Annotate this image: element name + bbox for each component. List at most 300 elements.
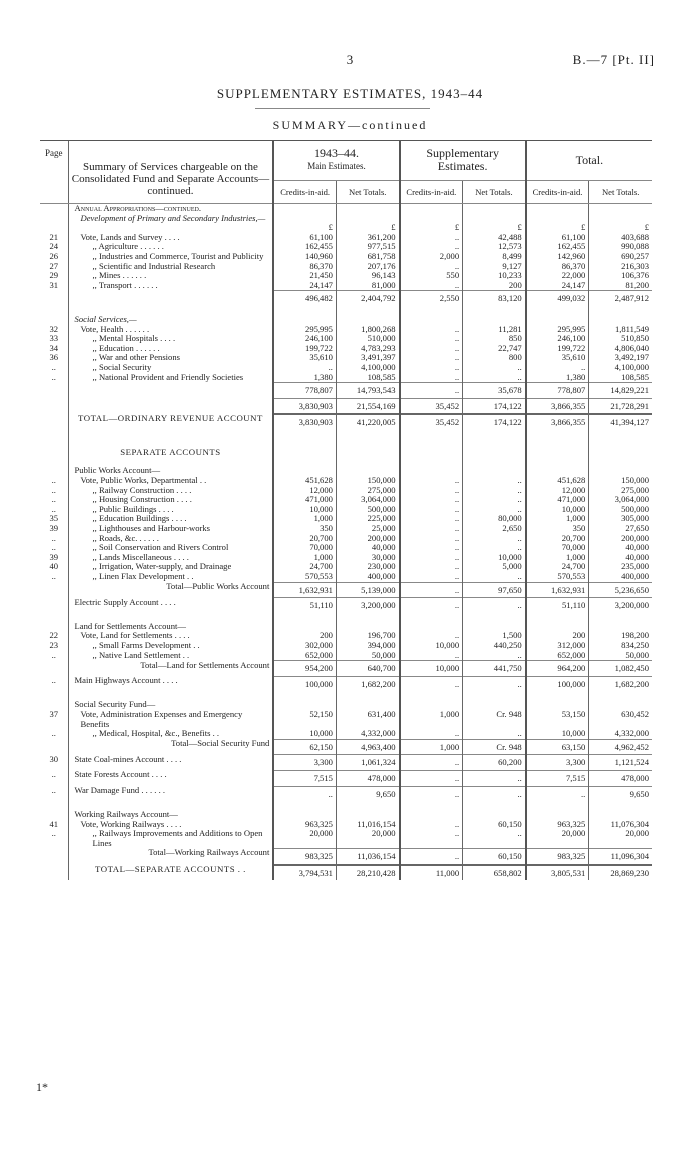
- col-main-net: Net Totals.: [336, 180, 399, 203]
- cell-main-net: 394,000: [336, 641, 399, 651]
- cell-main-net: 11,016,154: [336, 820, 399, 830]
- cell-main-net: 207,176: [336, 262, 399, 272]
- section-heading: Development of Primary and Secondary Industries,—: [68, 214, 273, 224]
- cell-main-credits: 652,000: [273, 651, 336, 661]
- cell-total-credits: 778,807: [526, 383, 589, 399]
- cell-total-net: 403,688: [589, 233, 652, 243]
- section-heading: SEPARATE ACCOUNTS: [68, 448, 273, 458]
- main-estimates-year: 1943–44.: [313, 146, 359, 161]
- section-heading-row: [40, 214, 652, 224]
- total-row: [40, 739, 652, 755]
- service-description: ,, Linen Flax Development . .: [68, 572, 273, 582]
- cell-main-credits: 1,000: [273, 514, 336, 524]
- cell-supp-credits: ..: [400, 353, 463, 363]
- cell-main-credits: 246,100: [273, 334, 336, 344]
- cell-main-credits: 570,553: [273, 572, 336, 582]
- total-row: [40, 661, 652, 677]
- service-description: Total—Public Works Account: [68, 582, 273, 598]
- table-body: [40, 204, 652, 881]
- empty-cell: [463, 204, 526, 214]
- page-ref: [40, 582, 68, 598]
- page-ref: 40: [49, 561, 59, 572]
- cell-total-credits: 61,100: [526, 233, 589, 243]
- cell-total-credits: 24,700: [526, 562, 589, 572]
- cell-total-credits: 142,960: [526, 252, 589, 262]
- cell-supp-net: 80,000: [463, 514, 526, 524]
- cell-total-net: 28,869,230: [589, 865, 652, 881]
- cell-main-net: 25,000: [336, 524, 399, 534]
- cell-main-net: 196,700: [336, 631, 399, 641]
- cell-main-net: 4,332,000: [336, 729, 399, 739]
- page-ref: ..: [51, 542, 56, 553]
- cell-main-net: 150,000: [336, 476, 399, 486]
- cell-total-credits: 86,370: [526, 262, 589, 272]
- cell-main-credits: ..: [273, 786, 336, 801]
- cell-supp-credits: ..: [400, 524, 463, 534]
- cell-main-net: 1,061,324: [336, 755, 399, 771]
- cell-main-net: 200,000: [336, 534, 399, 544]
- section-heading: Public Works Account—: [68, 466, 273, 476]
- total-row: [40, 291, 652, 306]
- cell-total-net: 108,585: [589, 373, 652, 383]
- cell-supp-net: 800: [463, 353, 526, 363]
- cell-main-net: 225,000: [336, 514, 399, 524]
- cell-total-credits: 10,000: [526, 729, 589, 739]
- empty-cell: [400, 466, 463, 476]
- service-description: ,, Agriculture . . . . . .: [68, 242, 273, 252]
- cell-main-credits: 10,000: [273, 505, 336, 515]
- cell-main-credits: 778,807: [273, 383, 336, 399]
- service-description: ,, Transport . . . . . .: [68, 281, 273, 291]
- cell-main-net: 2,404,792: [336, 291, 399, 306]
- cell-main-net: 275,000: [336, 486, 399, 496]
- cell-total-credits: 3,805,531: [526, 865, 589, 881]
- cell-supp-credits: ..: [400, 242, 463, 252]
- empty-cell: [589, 214, 652, 224]
- cell-main-credits: 1,000: [273, 553, 336, 563]
- cell-total-net: 11,096,304: [589, 848, 652, 864]
- service-description: ,, Medical, Hospital, &c., Benefits . .: [68, 729, 273, 739]
- cell-supp-credits: ..: [400, 325, 463, 335]
- col-main-credits: Credits-in-aid.: [273, 180, 336, 203]
- service-description: ,, Lands Miscellaneous . . . .: [68, 553, 273, 563]
- cell-total-net: 2,487,912: [589, 291, 652, 306]
- cell-supp-net: 658,802: [463, 865, 526, 881]
- total-row: [40, 582, 652, 598]
- cell-main-net: 500,000: [336, 505, 399, 515]
- service-description: ,, Mines . . . . . .: [68, 271, 273, 281]
- cell-total-net: 3,492,197: [589, 353, 652, 363]
- page-ref: 39: [49, 551, 59, 562]
- section-heading: Working Railways Account—: [68, 810, 273, 820]
- section-heading: Social Security Fund—: [68, 700, 273, 710]
- cell-total-credits: 1,000: [526, 553, 589, 563]
- page-ref: ..: [51, 769, 56, 780]
- cell-total-credits: 1,632,931: [526, 582, 589, 598]
- page-ref: [40, 598, 68, 613]
- main-estimates-sub: Main Estimates.: [307, 161, 366, 172]
- cell-total-credits: 200: [526, 631, 589, 641]
- total-row: [40, 755, 652, 771]
- cell-supp-net: 10,000: [463, 553, 526, 563]
- cell-main-credits: 86,370: [273, 262, 336, 272]
- service-description: Total—Land for Settlements Account: [68, 661, 273, 677]
- service-description: Vote, Land for Settlements . . . .: [68, 631, 273, 641]
- cell-main-credits: 61,100: [273, 233, 336, 243]
- cell-main-credits: 70,000: [273, 543, 336, 553]
- empty-cell: [463, 448, 526, 458]
- cell-supp-credits: ..: [400, 334, 463, 344]
- cell-main-net: 9,650: [336, 786, 399, 801]
- cell-total-credits: 20,000: [526, 829, 589, 848]
- cell-main-net: 1,800,268: [336, 325, 399, 335]
- page-column-header: Page: [40, 141, 68, 204]
- cell-supp-net: 174,122: [463, 398, 526, 414]
- cell-main-credits: 20,700: [273, 534, 336, 544]
- page-ref: ..: [51, 475, 56, 486]
- cell-total-net: 50,000: [589, 651, 652, 661]
- cell-main-credits: 62,150: [273, 739, 336, 755]
- table-row: [40, 729, 652, 739]
- service-description: Vote, Health . . . . . .: [68, 325, 273, 335]
- cell-supp-net: ..: [463, 651, 526, 661]
- cell-main-net: 30,000: [336, 553, 399, 563]
- cell-supp-credits: 11,000: [400, 865, 463, 881]
- service-description: Main Highways Account . . . .: [68, 676, 273, 691]
- page-ref: ..: [51, 494, 56, 505]
- cell-main-credits: 451,628: [273, 476, 336, 486]
- total-row: [40, 598, 652, 613]
- empty-cell: [336, 204, 399, 214]
- page-number: 3: [346, 52, 354, 67]
- col-supp-net: Net Totals.: [463, 180, 526, 203]
- cell-main-net: 4,783,293: [336, 344, 399, 354]
- cell-total-net: 40,000: [589, 553, 652, 563]
- page-ref: [40, 848, 68, 864]
- cell-supp-credits: 550: [400, 271, 463, 281]
- page-ref: 31: [49, 279, 59, 290]
- cell-main-net: 361,200: [336, 233, 399, 243]
- cell-main-credits: 963,325: [273, 820, 336, 830]
- cell-total-credits: 199,722: [526, 344, 589, 354]
- total-row: [40, 383, 652, 399]
- cell-total-net: 41,394,127: [589, 414, 652, 430]
- total-header: Total.: [526, 141, 652, 181]
- empty-cell: [526, 448, 589, 458]
- service-description: ,, Lighthouses and Harbour-works: [68, 524, 273, 534]
- cell-main-net: 21,554,169: [336, 398, 399, 414]
- cell-main-credits: 954,200: [273, 661, 336, 677]
- cell-supp-net: 9,127: [463, 262, 526, 272]
- service-description: ,, Small Farms Development . .: [68, 641, 273, 651]
- cell-total-net: 4,100,000: [589, 363, 652, 373]
- service-description: Vote, Administration Expenses and Emergency Benefits: [68, 710, 273, 729]
- service-description: ,, National Provident and Friendly Societies: [68, 373, 273, 383]
- service-description: Total—Social Security Fund: [68, 739, 273, 755]
- cell-total-net: 500,000: [589, 505, 652, 515]
- empty-cell: [400, 204, 463, 214]
- service-description: Vote, Working Railways . . . .: [68, 820, 273, 830]
- cell-supp-credits: ..: [400, 262, 463, 272]
- cell-supp-credits: ..: [400, 786, 463, 801]
- cell-total-credits: 295,995: [526, 325, 589, 335]
- service-description: ,, Scientific and Industrial Research: [68, 262, 273, 272]
- cell-supp-net: £: [463, 223, 526, 233]
- page-ref: ..: [51, 828, 56, 839]
- cell-total-net: 690,257: [589, 252, 652, 262]
- cell-supp-net: Cr. 948: [463, 710, 526, 729]
- cell-total-credits: 499,032: [526, 291, 589, 306]
- cell-supp-net: 97,650: [463, 582, 526, 598]
- cell-supp-credits: ..: [400, 651, 463, 661]
- cell-main-net: 681,758: [336, 252, 399, 262]
- empty-cell: [273, 448, 336, 458]
- service-description: [68, 398, 273, 414]
- service-description: ,, Roads, &c. . . . . .: [68, 534, 273, 544]
- cell-main-net: 1,682,200: [336, 676, 399, 691]
- cell-main-net: 977,515: [336, 242, 399, 252]
- cell-supp-credits: ..: [400, 476, 463, 486]
- total-row: [40, 848, 652, 864]
- cell-supp-net: 174,122: [463, 414, 526, 430]
- page-ref: 30: [49, 753, 59, 764]
- cell-total-net: 478,000: [589, 770, 652, 786]
- page-ref: ..: [51, 484, 56, 495]
- cell-supp-credits: ..: [400, 729, 463, 739]
- page-ref: ..: [51, 649, 56, 660]
- cell-main-credits: 35,610: [273, 353, 336, 363]
- cell-total-net: 4,962,452: [589, 739, 652, 755]
- cell-supp-credits: 1,000: [400, 710, 463, 729]
- service-description: ,, Education Buildings . . . .: [68, 514, 273, 524]
- page-ref: [40, 414, 68, 430]
- cell-total-credits: 53,150: [526, 710, 589, 729]
- table-header: [40, 141, 652, 204]
- cell-supp-net: ..: [463, 770, 526, 786]
- page-ref: ..: [51, 371, 56, 382]
- cell-main-net: 478,000: [336, 770, 399, 786]
- cell-supp-net: ..: [463, 829, 526, 848]
- cell-supp-credits: £: [400, 223, 463, 233]
- cell-supp-credits: ..: [400, 373, 463, 383]
- cell-total-net: 200,000: [589, 534, 652, 544]
- cell-total-credits: 70,000: [526, 543, 589, 553]
- page-ref: ..: [51, 785, 56, 795]
- page-ref: 23: [49, 639, 59, 650]
- page-ref: 27: [49, 260, 59, 271]
- cell-main-credits: 350: [273, 524, 336, 534]
- table-row: [40, 281, 652, 291]
- empty-cell: [273, 214, 336, 224]
- cell-main-credits: 3,300: [273, 755, 336, 771]
- cell-supp-credits: ..: [400, 543, 463, 553]
- section-heading: Annual Appropriations—continued.: [68, 204, 273, 214]
- service-description: TOTAL—SEPARATE ACCOUNTS . .: [68, 865, 273, 881]
- cell-total-net: 11,076,304: [589, 820, 652, 830]
- service-description: Vote, Lands and Survey . . . .: [68, 233, 273, 243]
- cell-supp-credits: 35,452: [400, 398, 463, 414]
- empty-cell: [589, 204, 652, 214]
- cell-main-credits: 7,515: [273, 770, 336, 786]
- cell-total-net: 14,829,221: [589, 383, 652, 399]
- cell-total-net: 150,000: [589, 476, 652, 486]
- cell-main-credits: 12,000: [273, 486, 336, 496]
- cell-main-credits: 24,147: [273, 281, 336, 291]
- cell-supp-net: ..: [463, 572, 526, 582]
- cell-main-net: 230,000: [336, 562, 399, 572]
- cell-supp-credits: ..: [400, 553, 463, 563]
- cell-supp-credits: 1,000: [400, 739, 463, 755]
- cell-supp-credits: ..: [400, 598, 463, 613]
- page-ref: 21: [49, 231, 59, 242]
- table-row: [40, 710, 652, 729]
- cell-total-credits: 983,325: [526, 848, 589, 864]
- cell-supp-credits: 2,000: [400, 252, 463, 262]
- service-description: ,, Mental Hospitals . . . .: [68, 334, 273, 344]
- empty-cell: [273, 204, 336, 214]
- cell-total-net: 1,811,549: [589, 325, 652, 335]
- cell-supp-net: ..: [463, 373, 526, 383]
- cell-main-credits: 1,632,931: [273, 582, 336, 598]
- cell-supp-net: ..: [463, 534, 526, 544]
- cell-main-net: 4,100,000: [336, 363, 399, 373]
- page-ref: 35: [49, 513, 59, 524]
- cell-main-net: 4,963,400: [336, 739, 399, 755]
- cell-supp-credits: ..: [400, 820, 463, 830]
- cell-main-net: 40,000: [336, 543, 399, 553]
- cell-total-credits: 22,000: [526, 271, 589, 281]
- supplementary-header: Supplementary Estimates.: [400, 141, 526, 181]
- table-row: [40, 651, 652, 661]
- cell-total-credits: 24,147: [526, 281, 589, 291]
- service-description: ,, Industries and Commerce, Tourist and Publicity: [68, 252, 273, 262]
- service-description: ,, Housing Construction . . . .: [68, 495, 273, 505]
- total-row: [40, 414, 652, 430]
- cell-main-credits: 21,450: [273, 271, 336, 281]
- table-row: [40, 373, 652, 383]
- cell-total-credits: 570,553: [526, 572, 589, 582]
- service-description: ,, Education . . . . . .: [68, 344, 273, 354]
- empty-cell: [400, 622, 463, 632]
- cell-total-credits: 3,300: [526, 755, 589, 771]
- cell-supp-credits: ..: [400, 233, 463, 243]
- cell-supp-net: ..: [463, 543, 526, 553]
- service-description: State Forests Account . . . .: [68, 770, 273, 786]
- cell-total-net: 4,332,000: [589, 729, 652, 739]
- cell-main-credits: 24,700: [273, 562, 336, 572]
- cell-supp-credits: ..: [400, 281, 463, 291]
- cell-total-net: 216,303: [589, 262, 652, 272]
- cell-total-credits: 246,100: [526, 334, 589, 344]
- cell-supp-credits: ..: [400, 486, 463, 496]
- page-ref: [40, 204, 68, 214]
- cell-total-credits: 3,866,355: [526, 414, 589, 430]
- cell-main-credits: 200: [273, 631, 336, 641]
- page-ref: 22: [49, 630, 59, 641]
- cell-supp-credits: ..: [400, 344, 463, 354]
- empty-cell: [463, 466, 526, 476]
- cell-main-credits: 3,830,903: [273, 414, 336, 430]
- cell-total-net: 834,250: [589, 641, 652, 651]
- cell-supp-credits: ..: [400, 631, 463, 641]
- cell-supp-net: 850: [463, 334, 526, 344]
- cell-supp-net: 8,499: [463, 252, 526, 262]
- cell-main-credits: ..: [273, 363, 336, 373]
- page-ref: [40, 448, 68, 458]
- cell-total-credits: 1,380: [526, 373, 589, 383]
- service-description: Electric Supply Account . . . .: [68, 598, 273, 613]
- service-description: ,, Railway Construction . . . .: [68, 486, 273, 496]
- cell-total-credits: 350: [526, 524, 589, 534]
- cell-total-credits: 12,000: [526, 486, 589, 496]
- cell-total-net: 40,000: [589, 543, 652, 553]
- cell-total-credits: 652,000: [526, 651, 589, 661]
- cell-main-credits: 3,794,531: [273, 865, 336, 881]
- total-row: [40, 676, 652, 691]
- total-row: [40, 398, 652, 414]
- cell-supp-credits: ..: [400, 562, 463, 572]
- cell-supp-net: 35,678: [463, 383, 526, 399]
- cell-main-net: 510,000: [336, 334, 399, 344]
- total-row: [40, 865, 652, 881]
- cell-supp-net: 60,200: [463, 755, 526, 771]
- cell-supp-net: 441,750: [463, 661, 526, 677]
- cell-total-credits: 964,200: [526, 661, 589, 677]
- cell-main-net: 81,000: [336, 281, 399, 291]
- cell-main-credits: 20,000: [273, 829, 336, 848]
- page-ref: 37: [49, 708, 59, 719]
- cell-supp-net: ..: [463, 676, 526, 691]
- document-reference: B.—7 [Pt. II]: [572, 52, 655, 67]
- cell-supp-net: 11,281: [463, 325, 526, 335]
- cell-supp-net: ..: [463, 495, 526, 505]
- cell-main-credits: 199,722: [273, 344, 336, 354]
- page-ref: 24: [49, 241, 59, 252]
- cell-total-credits: 1,000: [526, 514, 589, 524]
- cell-supp-credits: ..: [400, 383, 463, 399]
- cell-total-net: 275,000: [589, 486, 652, 496]
- col-supp-credits: Credits-in-aid.: [400, 180, 463, 203]
- cell-total-credits: 51,110: [526, 598, 589, 613]
- cell-supp-credits: ..: [400, 534, 463, 544]
- cell-total-net: 1,121,524: [589, 755, 652, 771]
- cell-supp-net: 60,150: [463, 820, 526, 830]
- cell-total-net: 630,452: [589, 710, 652, 729]
- cell-main-net: 640,700: [336, 661, 399, 677]
- cell-total-credits: 451,628: [526, 476, 589, 486]
- cell-total-net: 5,236,650: [589, 582, 652, 598]
- cell-total-net: £: [589, 223, 652, 233]
- cell-main-net: 108,585: [336, 373, 399, 383]
- page-ref: 41: [49, 818, 59, 829]
- empty-cell: [400, 315, 463, 325]
- cell-total-net: 106,376: [589, 271, 652, 281]
- cell-supp-credits: ..: [400, 770, 463, 786]
- cell-supp-net: 60,150: [463, 848, 526, 864]
- service-description: ,, Native Land Settlement . .: [68, 651, 273, 661]
- page-ref: 33: [49, 333, 59, 344]
- empty-cell: [400, 214, 463, 224]
- cell-main-net: £: [336, 223, 399, 233]
- cell-total-net: 1,082,450: [589, 661, 652, 677]
- cell-supp-net: 22,747: [463, 344, 526, 354]
- service-description: Vote, Public Works, Departmental . .: [68, 476, 273, 486]
- cell-total-credits: 471,000: [526, 495, 589, 505]
- cell-total-net: 3,200,000: [589, 598, 652, 613]
- service-description: ,, War and other Pensions: [68, 353, 273, 363]
- cell-main-credits: 983,325: [273, 848, 336, 864]
- spacer-row: [40, 430, 652, 439]
